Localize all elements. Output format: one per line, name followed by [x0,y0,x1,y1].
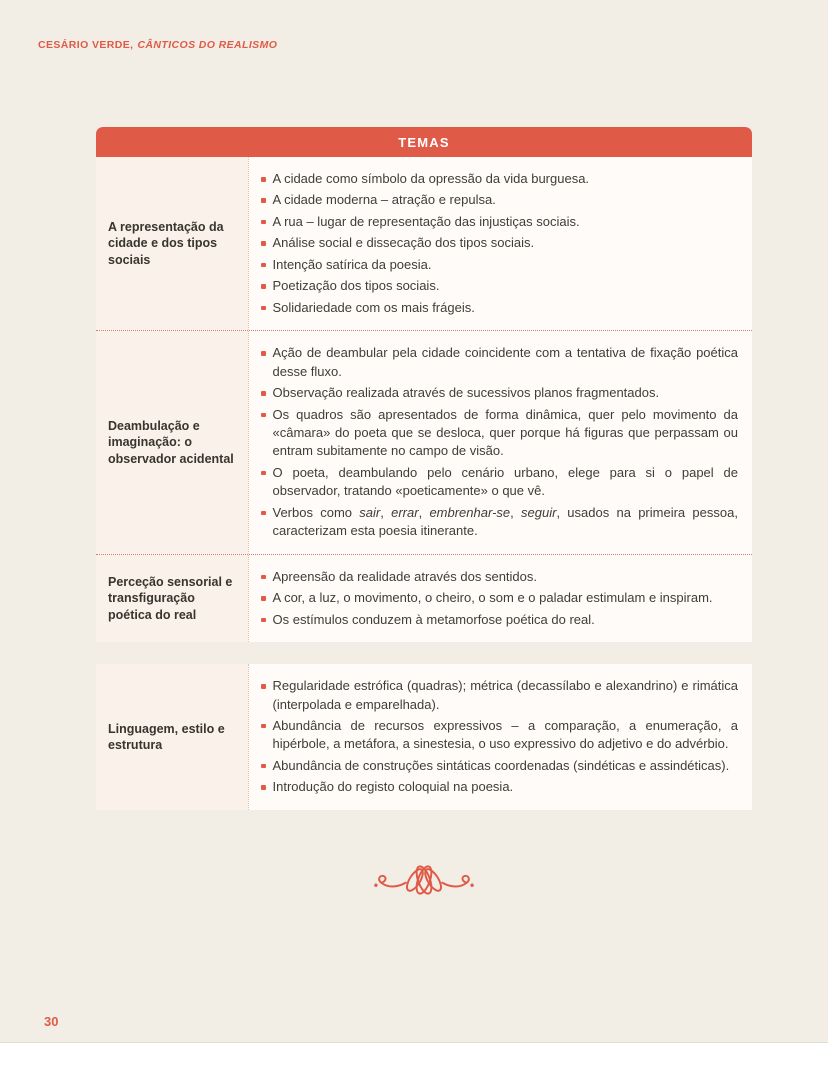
bullet-marker-icon [261,575,266,580]
running-header-work-title: CÂNTICOS DO REALISMO [137,39,278,51]
bullet-marker-icon [261,263,266,268]
bullet-item [261,568,738,586]
bullet-item [261,504,738,541]
table-section [96,664,752,810]
bullet-text: Poetização dos tipos sociais. [272,278,440,294]
page-content [96,127,752,906]
bullet-text: Observação realizada através de sucessivos planos fragmentados. [272,385,660,401]
bullet-marker-icon [261,724,266,729]
bullet-marker-icon [261,284,266,289]
bullet-text: A cidade como símbolo da opressão da vida burguesa. [272,171,590,186]
language-style-table [96,664,752,810]
bullet-item [261,256,738,274]
bullet-item [261,778,738,796]
table-section [96,157,752,330]
bullet-marker-icon [261,220,266,225]
bullet-item [261,677,738,714]
running-header [38,39,277,51]
bullet-text: Análise social e dissecação dos tipos sociais. [272,235,535,251]
bullet-marker-icon [261,413,266,418]
bullet-list [248,664,752,810]
page-number: 30 [44,1014,59,1029]
bullet-marker-icon [261,684,266,689]
bullet-marker-icon [261,471,266,476]
table-section [96,330,752,554]
bullet-text: Ação de deambular pela cidade coincidente com a tentativa de fixação poética desse fluxo. [272,345,738,379]
bullet-marker-icon [261,785,266,790]
bullet-item [261,406,738,461]
table-block-gap [96,642,752,664]
bullet-item [261,277,738,295]
bullet-text: A cidade moderna – atração e repulsa. [272,192,496,208]
bullet-text: A cor, a luz, o movimento, o cheiro, o som e o paladar estimulam e inspiram. [272,590,713,606]
bullet-text: Verbos como sair, errar, embrenhar-se, seguir, usados na primeira pessoa, caracterizam esta poesia itinerante. [272,504,738,539]
bullet-item [261,757,738,775]
bullet-marker-icon [261,618,266,623]
bullet-marker-icon [261,596,266,601]
bullet-text: A rua – lugar de representação das injustiças sociais. [272,213,580,229]
section-title: Deambulação e imaginação: o observador acidental [96,331,248,554]
section-title: Perceção sensorial e transfiguração poética do real [96,555,248,642]
bullet-text: Apreensão da realidade através dos sentidos. [272,568,538,584]
bullet-text: Abundância de construções sintáticas coordenadas (sindéticas e assindéticas). [272,757,730,773]
bullet-marker-icon [261,511,266,516]
bullet-item [261,234,738,252]
section-title: A representação da cidade e dos tipos sociais [96,157,248,330]
page-bottom-edge [0,1042,828,1078]
bullet-text: Os estímulos conduzem à metamorfose poética do real. [272,611,595,627]
bullet-marker-icon [261,391,266,396]
flourish-ornament-icon [369,854,479,906]
bullet-text: Abundância de recursos expressivos – a comparação, a enumeração, a hipérbole, a metáfora, a sinestesia, o uso expressivo do adjetivo e do advérbio. [272,717,738,752]
bullet-marker-icon [261,351,266,356]
running-header-author: CESÁRIO VERDE, [38,39,134,51]
section-title: Linguagem, estilo e estrutura [96,664,248,810]
bullet-text: Regularidade estrófica (quadras); métrica (decassílabo e alexandrino) e rimática (interpolada e emparelhada). [272,678,738,712]
themes-table-body [96,157,752,642]
themes-table [96,127,752,642]
bullet-item [261,170,738,188]
table-header: TEMAS [96,127,752,157]
bullet-text: Intenção satírica da poesia. [272,256,432,272]
bullet-item [261,344,738,381]
bullet-item [261,384,738,402]
bullet-item [261,589,738,607]
bullet-list [248,555,752,642]
bullet-list [248,157,752,330]
bullet-item [261,191,738,209]
language-style-table-body [96,664,752,810]
bullet-item [261,464,738,501]
bullet-item [261,611,738,629]
bullet-item [261,299,738,317]
bullet-text: Os quadros são apresentados de forma dinâmica, quer pelo movimento da «câmara» do poeta que se desloca, quer porque há figuras que perpassam ou entram subitamente no campo de visão. [272,406,738,459]
bullet-text: Introdução do registo coloquial na poesia. [272,779,514,795]
bullet-text: Solidariedade com os mais frágeis. [272,299,475,315]
bullet-marker-icon [261,306,266,311]
bullet-item [261,717,738,754]
bullet-item [261,213,738,231]
bullet-text: O poeta, deambulando pelo cenário urbano, elege para si o papel de observador, tratando «poeticamente» o que vê. [272,464,738,499]
bullet-list [248,331,752,554]
bullet-marker-icon [261,177,266,182]
table-section [96,554,752,642]
bullet-marker-icon [261,198,266,203]
bullet-marker-icon [261,764,266,769]
bullet-marker-icon [261,241,266,246]
